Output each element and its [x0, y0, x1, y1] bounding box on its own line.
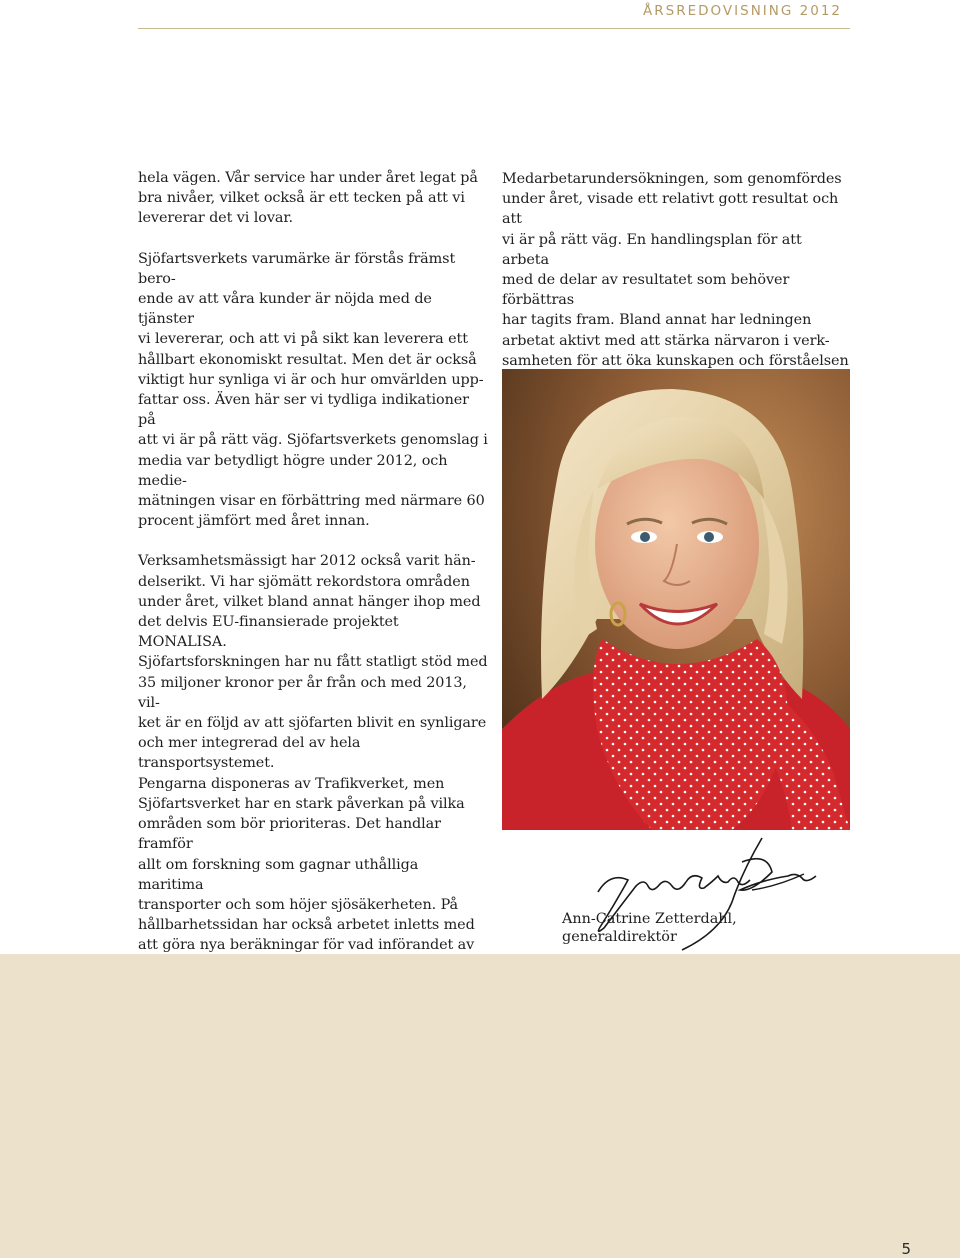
page-number: 5 — [901, 1240, 911, 1258]
paragraph: Verksamhetsmässigt har 2012 också varit hän- delserikt. Vi har sjömätt rekordstora områden under året, vilket bland annat hänger ihop med det delvis EU-finansierade projektet MONALISA. Sjöfartsforskningen har nu fått statligt stöd med 35 miljoner kronor per år från och med 2013, vil- ket är en följd av att sjöfarten blivit en synligare och mer integrerad del av hela transportsystemet. Pengarna disponeras av Trafikverket, men Sjöfartsverket har en stark påverkan på vilka områden som bör prioriteras. Det handlar framför allt om forskning som gagnar uthålliga maritima transporter och som höjer sjösäkerheten. På hållbarhetssidan har också arbetet inletts med att göra nya beräkningar för vad införandet av — [138, 553, 488, 954]
signer-caption: Ann-Catrine Zetterdahl, generaldirektör — [562, 911, 737, 945]
portrait-icon — [502, 369, 850, 830]
header-divider — [138, 28, 850, 29]
paragraph: Sjöfartsverkets varumärke är förstås främst bero- ende av att våra kunder är nöjda med de tjänster vi levererar, och att vi på sikt kan leverera ett hållbart ekonomiskt resultat. Men det är också viktigt hur synliga vi är och hur omvärlden upp- fattar oss. Även här ser vi tydliga indikationer på att vi är på rätt väg. Sjöfartsverkets genomslag i media var betydligt högre under 2012, och medie- mätningen visar en förbättring med närmare 60 procent jämfört med året innan. — [138, 250, 488, 530]
page-header — [0, 0, 960, 30]
footer-band — [0, 954, 960, 1258]
report-title: ÅRSREDOVISNING 2012 — [643, 3, 842, 19]
portrait-photo — [502, 369, 850, 830]
paragraph: Medarbetarundersökningen, som genomfördes under året, visade ett relativt gott resultat och att vi är på rätt väg. En handlingsplan för att arbeta med de delar av resultatet som behöver förbättras har tagits fram. Bland annat har ledningen arbetat aktivt med att stärka närvaron i verk- samheten för att öka kunskapen och förståelsen — [502, 171, 849, 369]
paragraph: hela vägen. Vår service har under året legat på bra nivåer, vilket också är ett tecken på att vi levererar det vi lovar. — [138, 170, 478, 227]
